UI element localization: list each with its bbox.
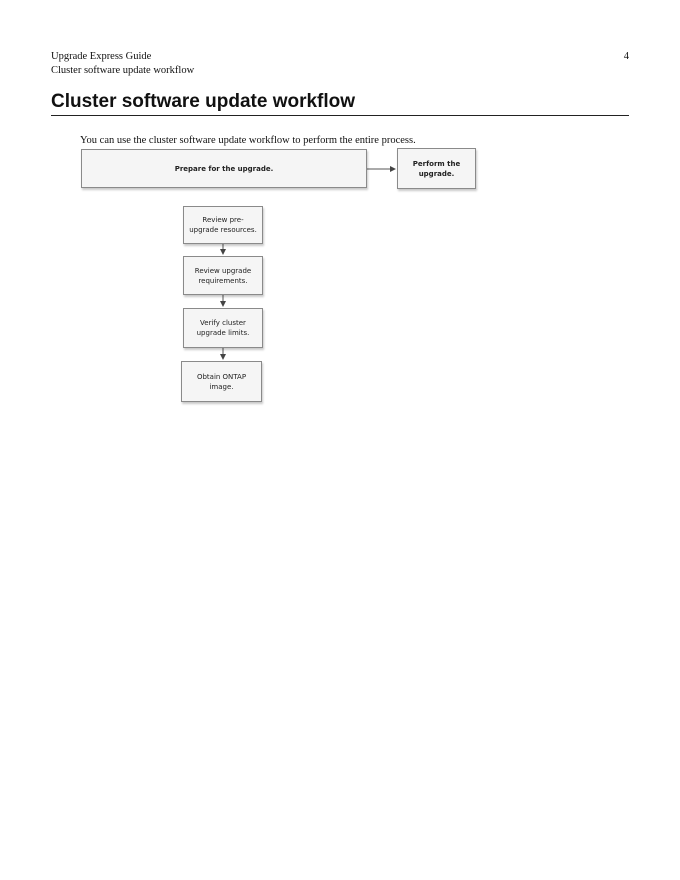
review-resources-step: Review pre-upgrade resources. bbox=[183, 206, 263, 244]
review-requirements-step: Review upgrade requirements. bbox=[183, 256, 263, 295]
section-title: Cluster software update workflow bbox=[51, 90, 629, 116]
header-section-name: Cluster software update workflow bbox=[51, 65, 195, 76]
obtain-image-step: Obtain ONTAP image. bbox=[181, 361, 262, 402]
perform-upgrade-box: Perform the upgrade. bbox=[397, 148, 476, 189]
prepare-upgrade-box: Prepare for the upgrade. bbox=[81, 149, 367, 188]
verify-limits-step: Verify cluster upgrade limits. bbox=[183, 308, 263, 348]
header-doc-title: Upgrade Express Guide bbox=[51, 51, 152, 62]
page-number: 4 bbox=[623, 51, 629, 62]
intro-paragraph: You can use the cluster software update workflow to perform the entire process. bbox=[80, 135, 416, 146]
